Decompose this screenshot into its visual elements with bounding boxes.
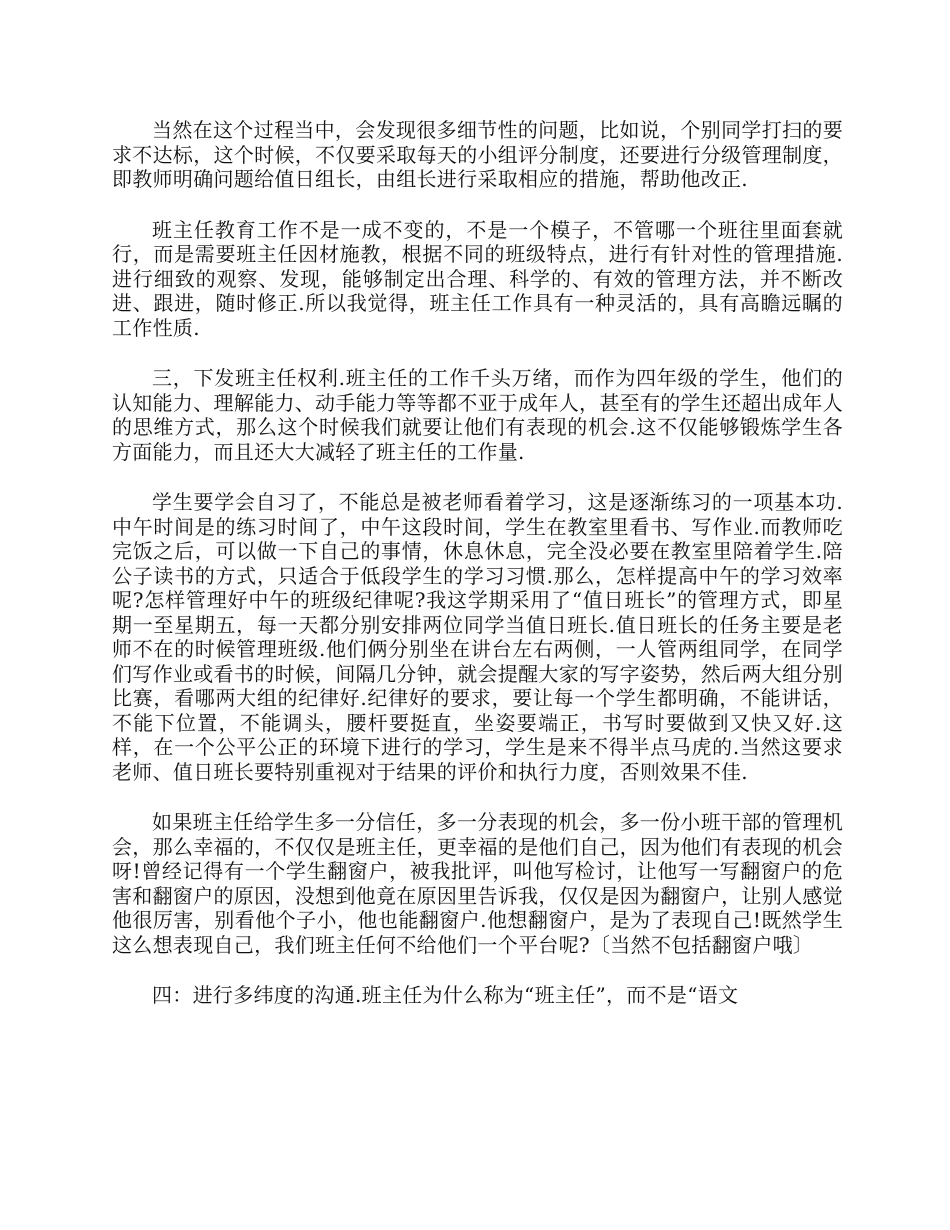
paragraph-3: 三，下发班主任权利.班主任的工作千头万绪，而作为四年级的学生，他们的认知能力、理解能力、动手能力等等都不亚于成年人，甚至有的学生还超出成年人的思维方式，那么这个时候我们就要让他们有表现的机会.这不仅能够锻炼学生各方面能力，而且还大大减轻了班主任的工作量. bbox=[112, 366, 843, 464]
paragraph-2: 班主任教育工作不是一成不变的，不是一个模子，不管哪一个班往里面套就行，而是需要班主任因材施教，根据不同的班级特点，进行有针对性的管理措施.进行细致的观察、发现，能够制定出合理、科学的、有效的管理方法，并不断改进、跟进，随时修正.所以我觉得，班主任工作具有一种灵活的，具有高瞻远瞩的工作性质. bbox=[112, 217, 843, 340]
paragraph-5: 如果班主任给学生多一分信任，多一分表现的机会，多一份小班干部的管理机会，那么幸福的，不仅仅是班主任，更幸福的是他们自己，因为他们有表现的机会呀!曾经记得有一个学生翻窗户，被我批评，叫他写检讨，让他写一写翻窗户的危害和翻窗户的原因，没想到他竟在原因里告诉我，仅仅是因为翻窗户，让别人感觉他很厉害，别看他个子小，他也能翻窗户.他想翻窗户，是为了表现自己!既然学生这么想表现自己，我们班主任何不给他们一个平台呢?〔当然不包括翻窗户哦〕 bbox=[112, 810, 843, 957]
document-page bbox=[112, 118, 843, 1218]
paragraph-4: 学生要学会自习了，不能总是被老师看着学习，这是逐渐练习的一项基本功.中午时间是的练习时间了，中午这段时间，学生在教室里看书、写作业.而教师吃完饭之后，可以做一下自己的事情，休息休息，完全没必要在教室里陪着学生.陪公子读书的方式，只适合于低段学生的学习习惯.那么，怎样提高中午的学习效率呢?怎样管理好中午的班级纪律呢?我这学期采用了“值日班长”的管理方式，即星期一至星期五，每一天都分别安排两位同学当值日班长.值日班长的任务主要是老师不在的时候管理班级.他们俩分别坐在讲台左右两侧，一人管两组同学，在同学们写作业或看书的时候，间隔几分钟，就会提醒大家的写字姿势，然后两大组分别比赛，看哪两大组的纪律好.纪律好的要求，要让每一个学生都明确，不能讲话，不能下位置，不能调头，腰杆要挺直，坐姿要端正，书写时要做到又快又好.这样，在一个公平公正的环境下进行的学习，学生是来不得半点马虎的.当然这要求老师、值日班长要特别重视对于结果的评价和执行力度，否则效果不佳. bbox=[112, 490, 843, 784]
paragraph-1: 当然在这个过程当中，会发现很多细节性的问题，比如说，个别同学打扫的要求不达标，这个时候，不仅要采取每天的小组评分制度，还要进行分级管理制度，即教师明确问题给值日组长，由组长进行采取相应的措施，帮助他改正. bbox=[112, 118, 843, 191]
paragraph-6: 四：进行多纬度的沟通.班主任为什么称为“班主任”，而不是“语文 bbox=[152, 983, 739, 1007]
